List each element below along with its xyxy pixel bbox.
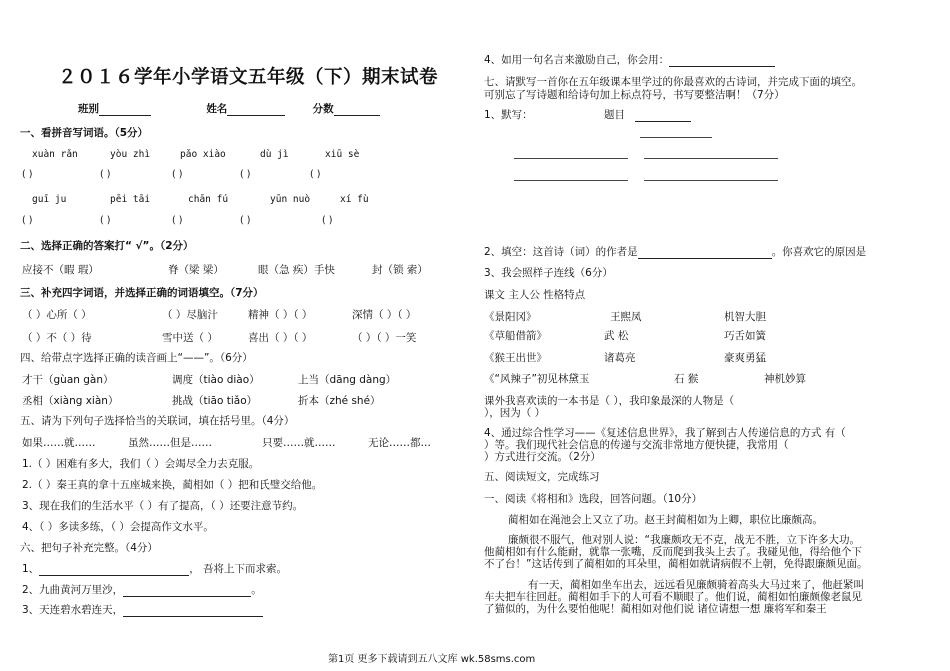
name-label: 姓名	[206, 103, 228, 115]
idiom-item[interactable]: 深情（ ）（ ）	[352, 309, 417, 321]
name-blank[interactable]	[227, 104, 285, 116]
section-7-heading: 七、请默写一首你在五年级课本里学过的你最喜欢的古诗词，并完成下面的填空。	[484, 76, 862, 88]
match-text[interactable]: 《“风辣子”初见林黛玉	[484, 373, 590, 385]
answer-paren[interactable]: ( )	[310, 169, 321, 180]
answer-paren[interactable]: ( )	[240, 169, 251, 180]
conjunction-question[interactable]: 1.（ ）困难有多大，我们（ ）会竭尽全力去克服。	[22, 458, 260, 470]
idiom-item[interactable]: （ ）（ ）一笑	[352, 332, 417, 344]
pinyin: pēi tāi	[110, 194, 151, 205]
passage-paragraph: 廉颇很不服气，他对别人说：“我廉颇攻无不克，战无不胜，立下许多大功。	[508, 534, 860, 546]
score-label: 分数	[312, 103, 334, 115]
reading-section-heading: 五、阅读短文，完成练习	[484, 471, 600, 483]
idiom-item[interactable]: （ ）尽脑汁	[162, 309, 218, 321]
match-character[interactable]: 诸葛亮	[604, 352, 636, 364]
answer-paren[interactable]: ( )	[240, 215, 251, 226]
answer-paren[interactable]: ( )	[322, 215, 333, 226]
complete-sentence-2: 2、九曲黄河万里沙， 。	[22, 584, 262, 596]
answer-blank[interactable]	[123, 585, 251, 597]
reading-item[interactable]: 才干（gùan gàn）	[22, 374, 114, 386]
match-text[interactable]: 《景阳冈》	[484, 311, 537, 323]
answer-paren[interactable]: ( )	[100, 215, 111, 226]
info-question-cont[interactable]: ）等。我们现代社会信息的传递与交流非常地方便快捷，我常用（	[484, 439, 789, 451]
passage-paragraph: 他蔺相如有什么能耐，就靠一张嘴，反而爬到我头上去了。我碰见他，得给他个下	[484, 546, 862, 558]
section-4-heading: 四、给带点字选择正确的读音画上“——”。（6分）	[20, 352, 253, 364]
reading-item[interactable]: 丞相（xiàng xiàn）	[22, 395, 119, 407]
pinyin: yūn nuò	[270, 194, 311, 205]
match-heading: 3、我会照样子连线（6分）	[484, 267, 613, 279]
conjunction-option: 虽然……但是……	[128, 437, 212, 449]
section-2-heading: 二、选择正确的答案打“ √”。（2分）	[20, 240, 194, 252]
passage-paragraph: 车夫把车往回赶。蔺相如手下的人可看不顺眼了。他们说，蔺相如怕廉颇像老鼠见	[484, 591, 862, 603]
pinyin: chān fú	[188, 194, 229, 205]
answer-blank[interactable]	[669, 55, 775, 67]
match-text[interactable]: 《猴王出世》	[484, 352, 547, 364]
passage-paragraph: 了猫似的，为什么要怕他呢！蔺相如对他们说 诸位请想一想 廉将军和秦王	[484, 603, 827, 615]
pinyin: xí fù	[340, 194, 369, 205]
writing-line[interactable]	[514, 180, 628, 181]
answer-blank[interactable]	[39, 564, 189, 576]
match-trait[interactable]: 豪爽勇猛	[724, 352, 766, 364]
motto-question: 4、如用一句名言来激励自己，你会用：	[484, 52, 775, 67]
writing-line[interactable]	[640, 137, 712, 138]
conjunction-option: 只要……就……	[262, 437, 336, 449]
answer-blank[interactable]	[123, 605, 263, 617]
complete-sentence-3: 3、天连碧水碧连天，	[22, 602, 263, 617]
pinyin: dù jì	[260, 149, 289, 160]
choice-item[interactable]: 脊（梁 梁）	[168, 264, 224, 276]
section-3-heading: 三、补充四字词语，并选择正确的词语填空。（7分）	[20, 287, 264, 299]
reading-item[interactable]: 上当（dāng dàng）	[298, 374, 397, 386]
match-text[interactable]: 《草船借箭》	[484, 330, 547, 342]
extracurricular-question[interactable]: 课外我喜欢读的一本书是（ ），我印象最深的人物是（	[484, 395, 735, 407]
idiom-item[interactable]: 精神（ ）（ ）	[248, 309, 313, 321]
score-blank[interactable]	[334, 104, 380, 116]
choice-item[interactable]: 眼（急 疾）手快	[258, 264, 335, 276]
choice-item[interactable]: 封（锁 索）	[372, 264, 428, 276]
answer-paren[interactable]: ( )	[172, 169, 183, 180]
writing-line[interactable]	[644, 180, 778, 181]
match-character[interactable]: 王熙凤	[610, 311, 642, 323]
reading-item[interactable]: 挑战（tiāo tiǎo）	[172, 395, 258, 407]
passage-paragraph: 不了台！”这话传到了蔺相如的耳朵里，蔺相如就请病假不上朝，免得跟廉颇见面。	[484, 558, 868, 570]
answer-paren[interactable]: ( )	[22, 169, 33, 180]
answer-paren[interactable]: ( )	[172, 215, 183, 226]
choice-item[interactable]: 应接不（暇 瑕）	[22, 264, 99, 276]
fill-author: 2、填空：这首诗（词）的作者是 。你喜欢它的原因是	[484, 246, 867, 258]
section-6-heading: 六、把句子补充完整。（4分）	[20, 542, 158, 554]
pinyin: yòu zhì	[110, 149, 151, 160]
idiom-item[interactable]: （ ）心所（ ）	[22, 309, 92, 321]
conjunction-option: 无论……都…	[368, 437, 431, 449]
idiom-item[interactable]: 喜出（ ）（ ）	[248, 332, 313, 344]
match-trait[interactable]: 神机妙算	[764, 373, 806, 385]
reading-item[interactable]: 调度（tiào diào）	[172, 374, 260, 386]
reading-item[interactable]: 折本（zhé shé）	[298, 395, 381, 407]
pinyin: xiū sè	[325, 149, 360, 160]
class-blank[interactable]	[99, 104, 151, 116]
match-character[interactable]: 武 松	[604, 330, 629, 342]
reading-passage-heading: 一、阅读《将相和》选段，回答问题。（10分）	[484, 493, 703, 505]
match-header: 课文 主人公 性格特点	[484, 289, 586, 301]
extracurricular-question-cont[interactable]: ），因为（ ）	[484, 407, 546, 419]
pinyin: guī ju	[32, 194, 67, 205]
poem-title-blank[interactable]	[635, 110, 691, 122]
idiom-item[interactable]: 雪中送（ ）	[162, 332, 218, 344]
match-character[interactable]: 石 猴	[674, 373, 699, 385]
page-title: ２０１６学年小学语文五年级（下）期末试卷	[58, 67, 439, 88]
conjunction-question[interactable]: 4、（ ）多读多练，（ ）会提高作文水平。	[22, 521, 214, 533]
page-footer: 第1页 更多下载请到五八文库 wk.58sms.com	[328, 654, 536, 665]
info-question-end[interactable]: ）方式进行交流。（2分）	[484, 451, 601, 463]
conjunction-option: 如果……就……	[22, 437, 96, 449]
idiom-item[interactable]: （ ）不（ ）待	[22, 332, 92, 344]
answer-blank[interactable]	[638, 247, 772, 259]
conjunction-question[interactable]: 3、现在我们的生活水平（ ）有了提高，（ ）还要注意节约。	[22, 500, 304, 512]
writing-line[interactable]	[514, 158, 628, 159]
pinyin: pǎo xiào	[180, 149, 226, 160]
student-info-row	[78, 101, 380, 116]
section-1-heading: 一、看拼音写词语。（5分）	[20, 127, 149, 139]
section-5-heading: 五、请为下列句子选择恰当的关联词，填在括号里。（4分）	[20, 415, 295, 427]
poem-title-label: 题目	[604, 107, 691, 122]
answer-paren[interactable]: ( )	[100, 169, 111, 180]
class-label: 班别	[78, 103, 99, 115]
complete-sentence-1: 1、 ， 吾将上下而求索。	[22, 563, 288, 575]
conjunction-question[interactable]: 2.（ ）秦王真的拿十五座城来换，蔺相如（ ）把和氏璧交给他。	[22, 479, 323, 491]
passage-paragraph: 有一天，蔺相如坐车出去，远远看见廉颇骑着高头大马过来了，他赶紧叫	[528, 579, 864, 591]
section-7-note: 可别忘了写诗题和给诗句加上标点符号，书写要整洁啊！（7分）	[484, 89, 785, 101]
pinyin: xuàn rǎn	[32, 149, 78, 160]
dictation-label: 1、默写：	[484, 109, 533, 121]
match-trait[interactable]: 机智大胆	[724, 311, 766, 323]
match-trait[interactable]: 巧舌如簧	[724, 330, 766, 342]
writing-line[interactable]	[644, 158, 778, 159]
passage-paragraph: 蔺相如在渑池会上又立了功。赵王封蔺相如为上卿，职位比廉颇高。	[508, 514, 823, 526]
answer-paren[interactable]: ( )	[22, 215, 33, 226]
info-question[interactable]: 4、通过综合性学习——《复述信息世界》，我了解到古人传递信息的方式 有（	[484, 427, 846, 439]
